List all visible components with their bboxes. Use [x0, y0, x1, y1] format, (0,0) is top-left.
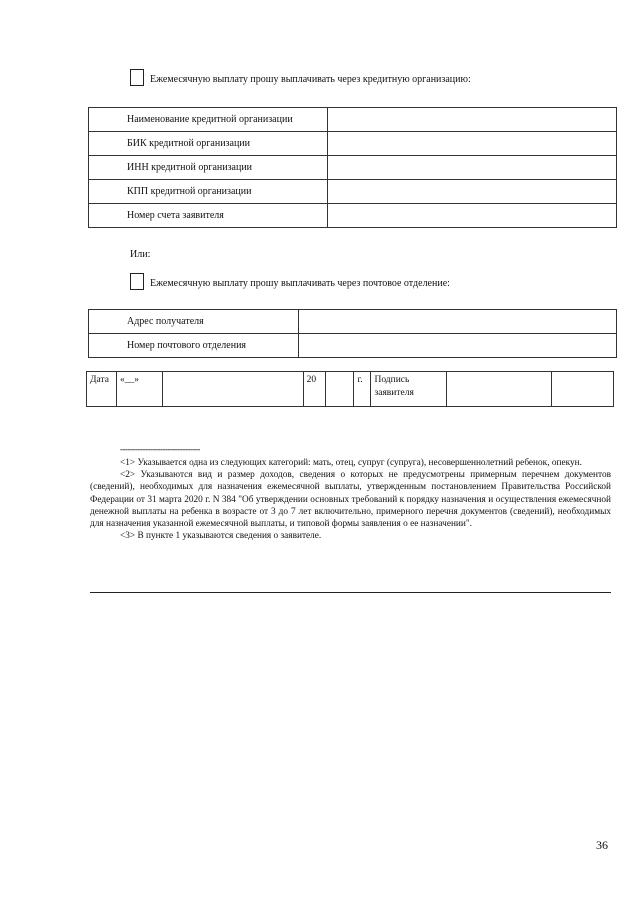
recipient-address-field[interactable] — [298, 310, 616, 334]
table-row — [89, 204, 617, 228]
kpp-label: КПП кредитной организации — [89, 180, 328, 204]
signature-label: Подпись заявителя — [371, 372, 447, 407]
bank-name-label: Наименование кредитной организации — [89, 108, 328, 132]
footnote-separator: -------------------------------- — [120, 444, 200, 454]
day-field[interactable]: «__» — [116, 372, 162, 407]
bank-details-table — [88, 107, 617, 228]
year-suffix: г. — [354, 372, 371, 407]
date-label: Дата — [87, 372, 117, 407]
bik-field[interactable] — [327, 132, 616, 156]
table-row — [89, 310, 617, 334]
post-details-table — [88, 309, 617, 358]
kpp-field[interactable] — [327, 180, 616, 204]
footnote-1: <1> Указывается одна из следующих категорий: мать, отец, супруг (супруга), несовершеннолетний ребенок, опекун. — [120, 458, 582, 468]
post-option-label: Ежемесячную выплату прошу выплачивать через почтовое отделение: — [150, 278, 450, 289]
year-field[interactable] — [325, 372, 354, 407]
bank-option-checkbox[interactable] — [130, 69, 144, 86]
footnotes-block — [90, 457, 611, 542]
inn-label: ИНН кредитной организации — [89, 156, 328, 180]
signature-table — [86, 371, 614, 407]
bank-option-label: Ежемесячную выплату прошу выплачивать через кредитную организацию: — [150, 74, 471, 85]
page-number: 36 — [596, 838, 608, 852]
table-row — [89, 156, 617, 180]
table-row — [89, 180, 617, 204]
table-row — [87, 372, 614, 407]
bank-name-field[interactable] — [327, 108, 616, 132]
signature-decoding-field[interactable] — [552, 372, 614, 407]
section-divider — [90, 592, 611, 593]
bik-label: БИК кредитной организации — [89, 132, 328, 156]
footnote-3: <3> В пункте 1 указываются сведения о заявителе. — [120, 531, 322, 542]
or-label: Или: — [130, 249, 151, 260]
footnote-2: <2> Указываются вид и размер доходов, сведения о которых не предусмотрены примерным перечнем документов (сведений), необходимых для назначения ежемесячной выплаты, утвержденным постановлением Правительства Российской Федерации от 31 марта 2020 г. N 384 "Об утверждении основных требований к порядку назначения и осуществления ежемесячной денежной выплаты на ребенка в возрасте от 3 до 7 лет включительно, примерного перечня документов (сведений), необходимых для назначения указанной ежемесячной выплаты, и типовой формы заявления о ее назначении". — [90, 470, 611, 530]
table-row — [89, 334, 617, 358]
year-prefix: 20 — [303, 372, 325, 407]
account-number-field[interactable] — [327, 204, 616, 228]
recipient-address-label: Адрес получателя — [89, 310, 299, 334]
table-row — [89, 132, 617, 156]
account-number-label: Номер счета заявителя — [89, 204, 328, 228]
inn-field[interactable] — [327, 156, 616, 180]
month-field[interactable] — [162, 372, 303, 407]
table-row — [89, 108, 617, 132]
post-office-number-label: Номер почтового отделения — [89, 334, 299, 358]
post-office-number-field[interactable] — [298, 334, 616, 358]
signature-field[interactable] — [447, 372, 552, 407]
post-option-checkbox[interactable] — [130, 273, 144, 290]
